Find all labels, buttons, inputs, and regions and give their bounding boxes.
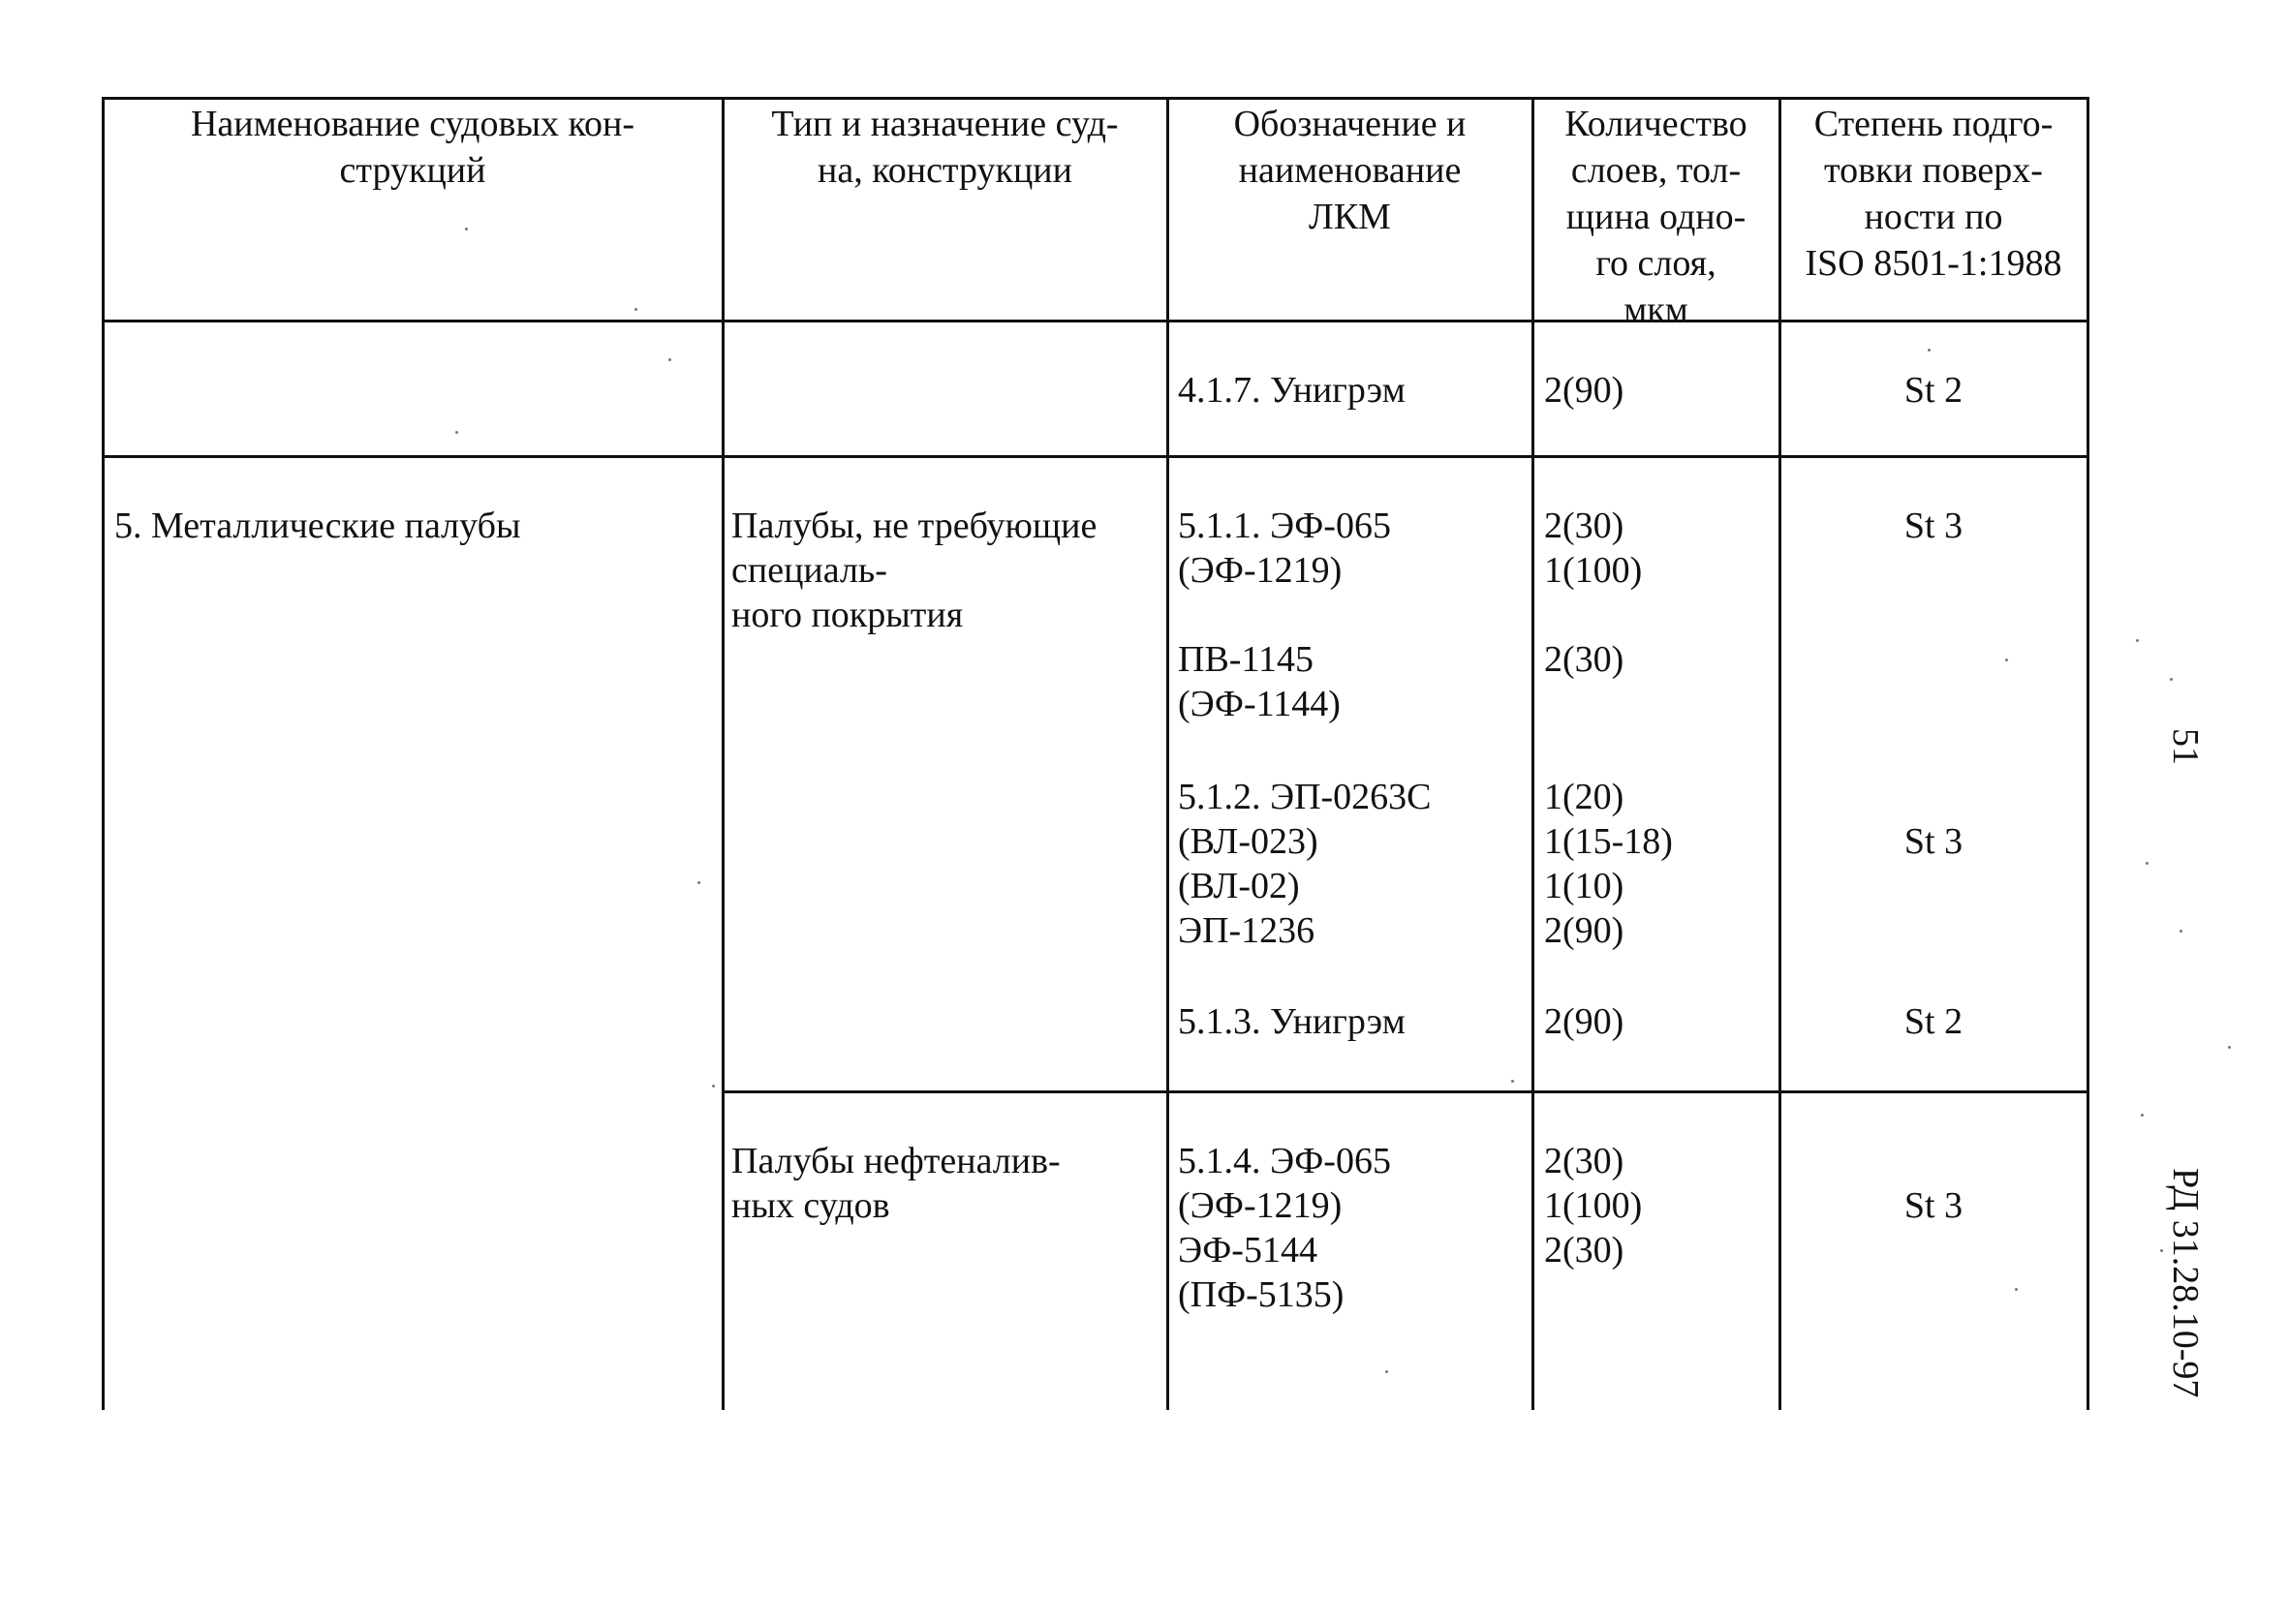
scan-speck: [2170, 678, 2173, 681]
scan-speck: [697, 881, 700, 884]
cell-layers: 2(90): [1544, 370, 1624, 411]
scan-speck: [2005, 659, 2008, 661]
page-number: 51: [2165, 728, 2206, 765]
header-layers-thickness: Количество слоев, тол- щина одно- го слоя, мкм: [1564, 104, 1747, 330]
scan-speck: [712, 1085, 715, 1088]
header-bottom-border: [102, 320, 2089, 322]
column-border-2: [1166, 97, 1169, 1410]
cell-grade: St 3: [1903, 506, 1963, 546]
column-border-3: [1531, 97, 1534, 1410]
scan-speck: [1385, 1370, 1388, 1373]
table-top-border: [102, 97, 2089, 100]
scan-speck: [2180, 930, 2182, 933]
cell-grade: St 2: [1903, 370, 1963, 411]
scan-speck: [1928, 349, 1931, 352]
cell-coating: 5.1.2. ЭП-0263С (ВЛ-023) (ВЛ-02) ЭП-1236: [1178, 777, 1432, 951]
header-surface-grade: Степень подго- товки поверх- ности по ISO 8501-1:1988: [1805, 104, 2062, 284]
cell-coating: ПВ-1145 (ЭФ-1144): [1178, 639, 1341, 724]
scan-speck: [2015, 1288, 2018, 1291]
cell-grade: St 3: [1903, 821, 1963, 862]
header-coating-name: Обозначение и наименование ЛКМ: [1233, 104, 1467, 237]
scan-speck: [2228, 1046, 2231, 1049]
document-code: РД 31.28.10-97: [2165, 1168, 2206, 1398]
cell-structure-name: 5. Металлические палубы: [114, 506, 521, 546]
row-divider: [102, 455, 2089, 458]
scan-speck: [465, 228, 468, 230]
column-border-1: [722, 97, 725, 1410]
cell-grade: St 2: [1903, 1001, 1963, 1042]
cell-layers: 2(30) 1(100) 2(30): [1544, 1141, 1643, 1271]
column-border-4: [1778, 97, 1781, 1410]
cell-layers: 2(90): [1544, 1001, 1624, 1042]
header-vessel-type: Тип и назначение суд- на, конструкции: [771, 104, 1119, 191]
scan-speck: [2136, 639, 2139, 642]
scan-speck: [668, 358, 671, 361]
group-divider: [722, 1090, 2089, 1093]
cell-vessel-type: Палубы, не требующие специаль- ного покрытия: [731, 506, 1098, 635]
cell-coating: 5.1.4. ЭФ-065 (ЭФ-1219) ЭФ-5144 (ПФ-5135): [1178, 1141, 1391, 1315]
cell-vessel-type: Палубы нефтеналив- ных судов: [731, 1141, 1061, 1226]
cell-coating: 4.1.7. Унигрэм: [1178, 370, 1406, 411]
column-border-0: [102, 97, 105, 1410]
scan-speck: [2160, 1249, 2163, 1252]
scan-speck: [634, 308, 637, 311]
cell-coating: 5.1.3. Унигрэм: [1178, 1001, 1406, 1042]
cell-layers: 2(30): [1544, 639, 1624, 680]
column-border-5: [2087, 97, 2089, 1410]
cell-layers: 2(30) 1(100): [1544, 506, 1643, 591]
scan-speck: [1511, 1080, 1514, 1083]
scan-speck: [2141, 1114, 2144, 1117]
cell-coating: 5.1.1. ЭФ-065 (ЭФ-1219): [1178, 506, 1391, 591]
cell-grade: St 3: [1903, 1185, 1963, 1226]
cell-layers: 1(20) 1(15-18) 1(10) 2(90): [1544, 777, 1673, 951]
header-structure-name: Наименование судовых кон- струкций: [190, 104, 635, 191]
scan-speck: [455, 431, 458, 434]
scan-speck: [2146, 862, 2149, 865]
